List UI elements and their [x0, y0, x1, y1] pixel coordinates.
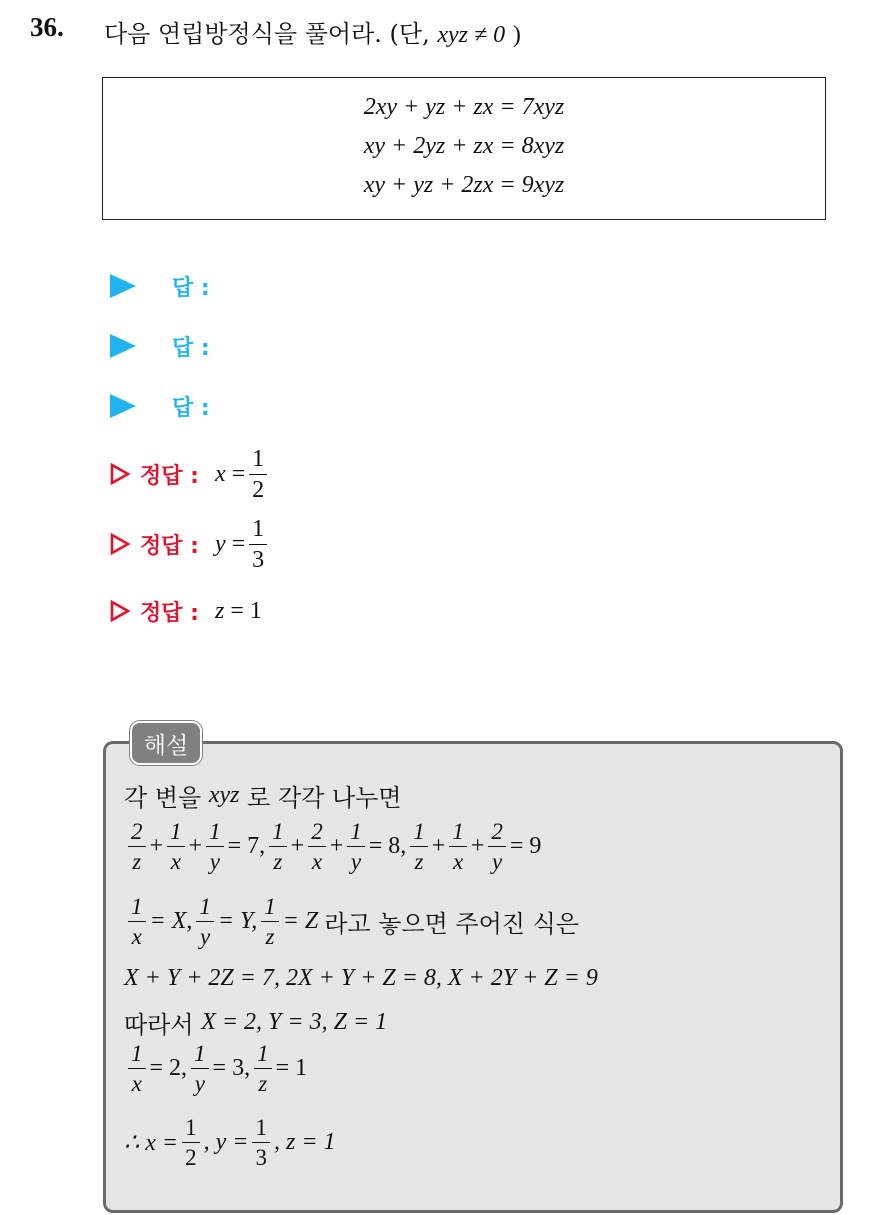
numerator: 1 — [128, 895, 146, 922]
fraction — [261, 895, 279, 948]
answer-row-3 — [110, 388, 210, 424]
var-z: z — [214, 597, 225, 624]
question-prompt: 다음 연립방정식을 풀어라. (단, — [104, 20, 430, 48]
correct-label: 정답 : — [140, 463, 199, 489]
numerator: 1 — [249, 447, 267, 475]
math: = Z — [282, 908, 319, 934]
fraction — [449, 820, 467, 873]
denominator: 2 — [252, 476, 265, 503]
numerator: 1 — [261, 895, 279, 922]
outline-triangle-icon — [110, 533, 130, 555]
equation-3: xy + yz + 2zx = 9xyz — [363, 172, 565, 198]
fraction — [308, 820, 326, 873]
math: = 2, — [149, 1055, 188, 1081]
correct-value — [215, 517, 271, 572]
fraction — [410, 820, 428, 873]
rhs: = 8, — [368, 833, 407, 859]
play-triangle-icon — [110, 394, 136, 418]
denominator: x — [311, 849, 323, 874]
numerator: 1 — [128, 1042, 146, 1069]
outline-triangle-icon — [110, 600, 130, 622]
solution-line-7 — [124, 1116, 336, 1169]
correct-answer-y — [110, 516, 271, 572]
numerator: 1 — [249, 517, 267, 545]
solution-line-1 — [124, 778, 402, 813]
outline-triangle-icon — [110, 463, 130, 485]
math: xyz — [208, 782, 240, 808]
answer-label: 답 : — [172, 335, 210, 361]
denominator: y — [194, 1071, 205, 1096]
math: , z = 1 — [273, 1129, 336, 1155]
denominator: 3 — [252, 546, 265, 573]
fraction — [249, 447, 267, 502]
numerator: 1 — [182, 1116, 200, 1143]
fraction — [269, 820, 287, 873]
correct-value — [215, 598, 262, 625]
play-triangle-icon — [110, 334, 136, 358]
solution-line-3 — [124, 895, 579, 948]
solution-line-2: $\frac{2}{z}$ + $\frac{1}{x}$ + $\frac{1}{y}$ = 7, $\frac{1}{z}$ + $\frac{2}{x}$ + $\frac{1}{y}$ = 8, $\frac{1}{z}$ + $\frac{1}{x}$ + $\frac{2}{y}$ = 9 — [124, 820, 541, 873]
text: 각 변을 — [124, 784, 202, 812]
answer-label: 답 : — [172, 395, 210, 421]
solution-line-6 — [124, 1042, 307, 1095]
eq-sign: = — [230, 597, 244, 624]
fraction — [252, 1116, 270, 1169]
denominator: z — [132, 849, 142, 874]
denominator: z — [414, 849, 424, 874]
fraction — [167, 820, 185, 873]
numerator: 1 — [449, 820, 467, 847]
denominator: x — [452, 849, 464, 874]
numerator: 2 — [128, 820, 146, 847]
numerator: 1 — [196, 895, 214, 922]
solution-line-5 — [124, 1005, 387, 1040]
correct-answer-x — [110, 446, 271, 502]
denominator: z — [273, 849, 283, 874]
correct-label: 정답 : — [140, 533, 199, 559]
math: , y = — [203, 1129, 249, 1155]
eq-sign: = — [231, 530, 246, 557]
equation-2: xy + 2yz + zx = 8xyz — [363, 133, 565, 159]
equation-box — [102, 77, 826, 220]
fraction — [254, 1042, 272, 1095]
question-condition: xyz ≠ 0 — [437, 22, 506, 48]
answer-row-2 — [110, 328, 210, 364]
numerator: 1 — [254, 1042, 272, 1069]
denominator: 2 — [185, 1145, 197, 1170]
math: = 3, — [212, 1055, 251, 1081]
fraction — [128, 820, 146, 873]
rhs: = 7, — [227, 833, 266, 859]
denominator: x — [131, 924, 142, 949]
numerator: 2 — [488, 820, 506, 847]
numerator: 1 — [347, 820, 365, 847]
correct-answer-z — [110, 593, 262, 629]
denominator: z — [265, 924, 275, 949]
answer-label: 답 : — [172, 275, 210, 301]
denominator: x — [131, 1071, 142, 1096]
correct-label: 정답 : — [140, 600, 199, 626]
numerator: 1 — [206, 820, 224, 847]
math: = Y, — [217, 908, 258, 934]
math: = X, — [149, 908, 193, 934]
math: ∴ x = — [124, 1130, 179, 1156]
math: X = 2, Y = 3, Z = 1 — [201, 1009, 388, 1035]
fraction — [347, 820, 365, 873]
fraction — [191, 1042, 209, 1095]
fraction — [206, 820, 224, 873]
correct-value — [215, 447, 271, 502]
fraction — [182, 1116, 200, 1169]
eq-sign: = — [231, 460, 246, 487]
denominator: y — [209, 849, 220, 874]
question-text — [104, 14, 521, 49]
var-x: x — [214, 460, 226, 487]
text: 라고 놓으면 주어진 식은 — [324, 910, 579, 938]
fraction — [128, 895, 146, 948]
fraction — [488, 820, 506, 873]
fraction — [128, 1042, 146, 1095]
numerator: 1 — [410, 820, 428, 847]
numerator: 1 — [191, 1042, 209, 1069]
var-y: y — [214, 530, 226, 557]
text: 로 각각 나누면 — [247, 784, 402, 812]
math: = 1 — [275, 1055, 308, 1081]
value: 1 — [249, 597, 262, 624]
numerator: 1 — [269, 820, 287, 847]
denominator: x — [170, 849, 181, 874]
denominator: y — [350, 849, 362, 874]
denominator: y — [492, 849, 503, 874]
solution-line-4: X + Y + 2Z = 7, 2X + Y + Z = 8, X + 2Y + Z = 9 — [124, 965, 598, 991]
fraction — [249, 517, 267, 572]
denominator: z — [258, 1071, 268, 1096]
question-close: ) — [512, 22, 521, 48]
solution-tab: 해설 — [130, 721, 202, 765]
rhs: = 9 — [509, 833, 542, 859]
denominator: 3 — [255, 1145, 267, 1170]
numerator: 2 — [308, 820, 326, 847]
numerator: 1 — [167, 820, 185, 847]
play-triangle-icon — [110, 274, 136, 298]
fraction — [196, 895, 214, 948]
answer-row-1 — [110, 268, 210, 304]
question-number: 36. — [30, 12, 64, 42]
numerator: 1 — [252, 1116, 270, 1143]
equation-1: 2xy + yz + zx = 7xyz — [363, 94, 565, 120]
denominator: y — [200, 924, 211, 949]
text: 따라서 — [124, 1011, 194, 1039]
